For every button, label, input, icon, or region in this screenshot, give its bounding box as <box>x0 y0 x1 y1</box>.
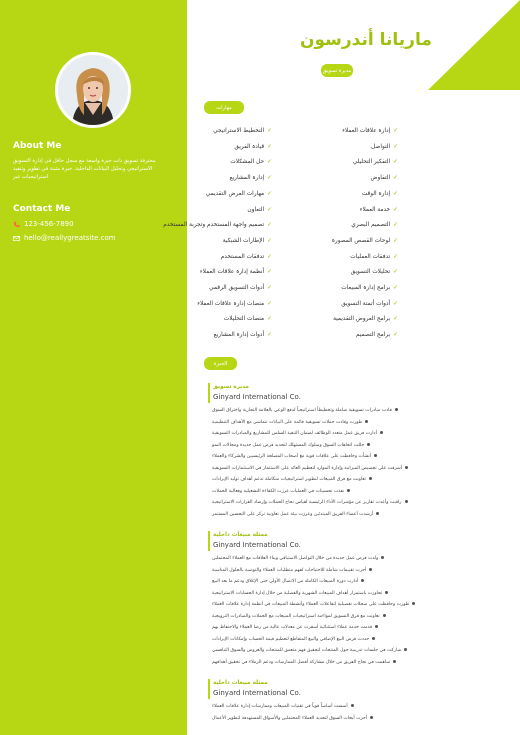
job-bullet <box>212 408 398 413</box>
about-title: About Me <box>13 141 62 151</box>
bullet-text: طورت وقادت حملات تسويقية قائمة على البيانات تتماشى مع الأهداف التنظيمية <box>212 419 363 425</box>
bullet-text: تجاوزت باستمرار أهداف المبيعات الشهرية والفصلية من خلال إدارة الحسابات الاستراتيجية <box>212 590 383 596</box>
phone-icon <box>13 221 20 228</box>
bullet-dot-icon <box>369 568 372 571</box>
bullet-dot-icon <box>404 648 407 651</box>
about-text: محترفة تسويق ذات خبرة واسعة مع سجل حافل في إدارة التسويق الاستراتيجي وتحليل البيانات الداخلية. خبرة مثبتة في تطوير وتنفيذ استراتيجيات عبر <box>13 158 156 180</box>
job-bullet <box>212 443 370 448</box>
bullet-dot-icon <box>380 431 383 434</box>
checkmark-icon: ✓ <box>393 332 398 339</box>
checkmark-icon: ✓ <box>267 237 272 244</box>
checkmark-icon: ✓ <box>393 269 398 276</box>
bullet-dot-icon <box>367 443 370 446</box>
bullet-text: أدارت دورة المبيعات الكاملة من الاتصال الأولي حتى الإغلاق ودعم ما بعد البيع <box>212 579 359 584</box>
skill-label: قيادة الفريق <box>234 143 265 150</box>
checkmark-icon: ✓ <box>393 316 398 323</box>
contact-title: Contact Me <box>13 204 71 214</box>
bullet-text: أجرت أبحاث السوق لتحديد العملاء المحتملين والأسواق المستهدفة لتطوير الأعمال <box>212 715 368 721</box>
job-bullet <box>212 591 388 596</box>
checkmark-icon: ✓ <box>393 128 398 134</box>
bullet-text: أسست أساساً قوياً في تقنيات المبيعات وممارسات إدارة علاقات العملاء <box>212 704 348 709</box>
job-bullet <box>212 625 378 630</box>
skill-label: تحليلات التسويق <box>350 269 391 276</box>
company-name: Ginyard International Co. <box>213 541 301 549</box>
skill-label: مهارات العرض التقديمي <box>205 190 265 197</box>
skill-item <box>229 175 272 181</box>
skill-label: التواصل <box>371 143 391 150</box>
job-bullet <box>212 431 383 436</box>
checkmark-icon: ✓ <box>393 206 398 213</box>
bullet-dot-icon <box>376 512 379 515</box>
bullet-text: طورت وحافظت على سجلات تفصيلية لتفاعلات العملاء وأنشطة المبيعات في أنظمة إدارة علاقات العملاء <box>212 602 410 607</box>
email-text: hello@reallygreatsite.com <box>24 234 116 242</box>
bullet-text: ساهمت في نجاح الفريق من خلال مشاركة أفضل الممارسات ودعم الزملاء في تحقيق أهدافهم <box>212 659 391 665</box>
checkmark-icon: ✓ <box>267 222 272 229</box>
skill-label: برامج إدارة المبيعات <box>341 285 391 291</box>
avatar-portrait <box>58 55 128 125</box>
bullet-text: راقبت وأعدت تقارير عن مؤشرات الأداء الرئيسية لقياس نجاح الحملات وإرشاد القرارات الاستراتيجية <box>212 500 402 505</box>
job-bullet <box>212 637 375 642</box>
experience-label: الخبرة <box>204 357 237 370</box>
avatar <box>55 52 131 128</box>
skill-label: منصات التحليلات <box>223 316 265 323</box>
bullet-dot-icon <box>351 704 354 707</box>
skill-item <box>332 238 398 244</box>
job-bullet <box>212 466 408 471</box>
skill-item <box>200 269 272 275</box>
checkmark-icon: ✓ <box>267 253 272 260</box>
job-bullet <box>212 477 372 482</box>
bullet-dot-icon <box>365 420 368 423</box>
checkmark-icon: ✓ <box>267 159 272 166</box>
checkmark-icon: ✓ <box>267 143 272 150</box>
company-name: Ginyard International Co. <box>213 689 301 697</box>
skill-item <box>371 144 398 150</box>
skill-label: تدفقات المستخدم <box>220 253 265 260</box>
job-bullet <box>212 704 354 709</box>
bullet-dot-icon <box>393 660 396 663</box>
skill-item <box>351 222 398 228</box>
bullet-text: نفذت تحسينات في العمليات عززت الكفاءة التشغيلية وفعالية الحملات <box>212 488 345 494</box>
checkmark-icon: ✓ <box>393 300 398 307</box>
bullet-text: ولدت فرص عمل جديدة من خلال التواصل الاستباقي وبناء العلاقات مع العملاء المحتملين <box>212 556 379 561</box>
bullet-text: أنشأت وحافظت على علاقات قوية مع أصحاب المصلحة الرئيسيين والشركاء والعملاء <box>212 454 371 459</box>
bullet-dot-icon <box>405 466 408 469</box>
skill-item <box>350 254 398 260</box>
checkmark-icon: ✓ <box>393 222 398 229</box>
bullet-text: حددت فرص البيع الإضافي والبيع المتقاطع لتعظيم قيمة الحساب وإمكانات الإيرادات <box>212 636 370 642</box>
skill-item <box>341 301 398 307</box>
job-bullet <box>212 556 384 561</box>
bullet-text: أشرفت على تخصيص الميزانية وإدارة الموارد لتعظيم العائد على الاستثمار في الاستثمارات التسويقية <box>212 465 403 471</box>
bullet-text: أرشدت أعضاء الفريق المبتدئين وعززت بيئة عمل تعاونية تركز على التحسين المستمر <box>212 511 374 517</box>
checkmark-icon: ✓ <box>393 175 398 182</box>
skill-item <box>197 301 272 307</box>
skill-label: تدفقات العمليات <box>350 253 391 260</box>
skill-item <box>353 159 398 165</box>
contact-phone <box>13 220 74 228</box>
job-title: ممثلة مبيعات داخلية <box>213 680 268 686</box>
bullet-dot-icon <box>395 408 398 411</box>
skill-label: أنظمة إدارة علاقات العملاء <box>199 269 265 276</box>
skill-item <box>371 175 399 181</box>
bullet-dot-icon <box>381 556 384 559</box>
skill-item <box>214 332 272 338</box>
bullet-dot-icon <box>385 591 388 594</box>
checkmark-icon: ✓ <box>267 316 272 323</box>
skill-item <box>224 316 272 322</box>
skill-label: إدارة المشاريع <box>229 175 265 182</box>
bullet-text: حللت اتجاهات السوق وسلوك المستهلك لتحديد فرص عمل جديدة ومجالات النمو <box>212 442 365 448</box>
skill-item <box>209 285 272 291</box>
skill-item <box>163 222 272 228</box>
skill-item <box>362 191 398 197</box>
bullet-dot-icon <box>347 489 350 492</box>
job-title: ممثلة مبيعات داخلية <box>213 532 268 538</box>
skill-item <box>342 128 398 134</box>
checkmark-icon: ✓ <box>393 237 398 244</box>
skill-label: حل المشكلات <box>230 159 265 166</box>
job-bullet <box>212 568 372 573</box>
skill-item <box>230 159 272 165</box>
phone-text: 123-456-7890 <box>24 220 74 228</box>
bullet-dot-icon <box>405 500 408 503</box>
job-bullet <box>212 512 379 517</box>
job-bullet <box>212 602 415 607</box>
skill-label: التصميم البصري <box>351 222 391 229</box>
job-accent-bar <box>208 531 210 551</box>
skill-item <box>247 207 272 213</box>
skill-item <box>351 269 398 275</box>
bullet-text: أجرت تقييمات شاملة للاحتياجات لفهم متطلبات العملاء والتوصية بالحلول المناسبة <box>212 567 367 573</box>
checkmark-icon: ✓ <box>393 190 398 197</box>
skill-label: التفاوض <box>370 175 391 182</box>
checkmark-icon: ✓ <box>267 190 272 197</box>
contact-email <box>13 234 116 242</box>
skill-label: تصميم واجهة المستخدم وتجربة المستخدم <box>163 222 265 229</box>
checkmark-icon: ✓ <box>393 285 398 291</box>
bullet-text: قدمت خدمة عملاء استثنائية أسفرت عن معدلات عالية من رضا العملاء والاحتفاظ بهم <box>212 625 373 630</box>
skill-item <box>213 128 272 134</box>
checkmark-icon: ✓ <box>267 300 272 307</box>
job-bullet <box>212 660 396 665</box>
skill-item <box>206 191 272 197</box>
checkmark-icon: ✓ <box>267 269 272 276</box>
job-bullet <box>212 579 364 584</box>
bullet-dot-icon <box>372 637 375 640</box>
checkmark-icon: ✓ <box>393 143 398 150</box>
skill-item <box>333 316 398 322</box>
checkmark-icon: ✓ <box>267 175 272 182</box>
skill-item <box>356 332 398 338</box>
skill-label: لوحات القصص المصورة <box>331 237 391 244</box>
bullet-dot-icon <box>412 602 415 605</box>
candidate-name: ماريانا أندرسون <box>300 30 432 50</box>
skill-label: أدوات التسويق الرقمي <box>209 285 265 291</box>
job-bullet <box>212 648 407 653</box>
checkmark-icon: ✓ <box>267 285 272 291</box>
bullet-dot-icon <box>374 454 377 457</box>
bullet-dot-icon <box>369 477 372 480</box>
skill-label: برامج التصميم <box>355 332 391 339</box>
job-bullet <box>212 489 350 494</box>
skill-item <box>341 285 398 291</box>
skill-label: إدارة علاقات العملاء <box>342 128 391 134</box>
skill-label: أدوات أتمتة التسويق <box>341 300 391 307</box>
skill-label: أدوات إدارة المشاريع <box>213 332 265 339</box>
job-accent-bar <box>208 679 210 699</box>
skill-item <box>360 207 398 213</box>
skill-label: التفكير التحليلي <box>352 159 391 166</box>
bullet-text: أدارت فريق عمل متعدد الوظائف لضمان التنفيذ السلس للمشاريع والمبادرات التسويقية <box>212 431 377 436</box>
job-bullet <box>212 500 408 505</box>
checkmark-icon: ✓ <box>267 206 272 213</box>
bullet-dot-icon <box>370 716 373 719</box>
skill-label: منصات إدارة علاقات العملاء <box>197 300 265 307</box>
job-bullet <box>212 454 377 459</box>
job-bullet <box>212 716 373 721</box>
job-title: مديرة تسويق <box>213 384 249 390</box>
skill-label: التخطيط الاستراتيجي <box>213 128 265 134</box>
job-title-badge: مديرة تسويق <box>321 64 353 77</box>
job-accent-bar <box>208 383 210 403</box>
checkmark-icon: ✓ <box>393 253 398 260</box>
skill-label: خدمة العملاء <box>359 206 391 213</box>
corner-decoration <box>428 0 520 90</box>
bullet-text: قادت مبادرات تسويقية شاملة وتخطيطاً استراتيجياً لدفع الوعي بالعلامة التجارية واختراق السوق <box>212 408 392 413</box>
skill-label: برامج العروض التقديمية <box>333 316 391 323</box>
job-bullet <box>212 420 368 425</box>
checkmark-icon: ✓ <box>267 332 272 339</box>
skill-label: الإطارات الشبكية <box>222 237 265 244</box>
skill-item <box>221 254 272 260</box>
checkmark-icon: ✓ <box>267 128 272 134</box>
bullet-text: شاركت في جلسات تدريبية حول المنتجات لتحقيق فهم متعمق للمنتجات والعروض والسوق التنافسي <box>212 648 402 653</box>
bullet-text: تعاونت مع فرق المبيعات لتطوير استراتيجيات متكاملة تدعم أهداف توليد الإيرادات <box>212 477 366 482</box>
bullet-dot-icon <box>383 614 386 617</box>
skills-label: مهارات <box>204 101 244 114</box>
bullet-text: تعاونت مع فرق التسويق لمواءمة استراتيجيات المبيعات مع الحملات والمبادرات الترويجية <box>212 613 380 619</box>
job-bullet <box>212 614 386 619</box>
bullet-dot-icon <box>361 579 364 582</box>
email-icon <box>13 235 20 242</box>
skill-label: التعاون <box>247 206 265 213</box>
skill-label: إدارة الوقت <box>361 190 391 197</box>
company-name: Ginyard International Co. <box>213 393 301 401</box>
checkmark-icon: ✓ <box>393 159 398 166</box>
skill-item <box>223 238 272 244</box>
bullet-dot-icon <box>375 625 378 628</box>
skill-item <box>234 144 272 150</box>
